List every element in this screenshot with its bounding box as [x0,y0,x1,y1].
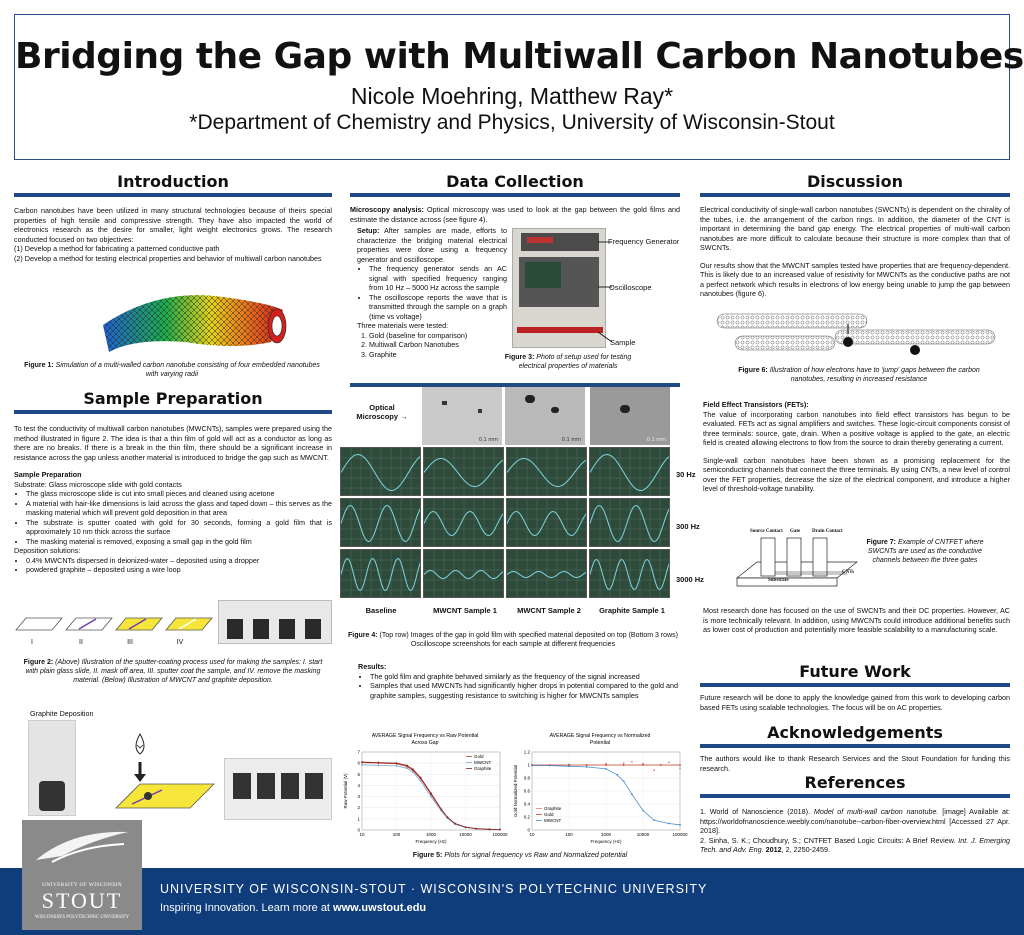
results-label: Results: [358,662,387,671]
legend-label: MWCNT [544,818,562,823]
cnts-label: CNTs [842,570,855,575]
figure-2-label: Figure 2: [23,659,54,666]
data-point [406,767,408,769]
data-point [679,764,681,766]
setup-label: Setup: [357,226,380,235]
x-tick-label: 10000 [459,832,472,837]
data-point [631,793,633,795]
results-bullet: • Samples that used MWCNTs had significantly higher drops in potential compared to the gold and graphite samples, suggesting resistance to switching is higher for MWCNTs samples [370,681,678,700]
figure-5-label: Figure 5: [412,852,443,859]
y-tick-label: 0.2 [523,814,530,820]
data-point [586,766,588,768]
objective-2: (2) Develop a method for testing electrical properties and behavior of multiwall carbon nanotubes [14,253,322,263]
data-point [679,824,681,826]
column-label-graphite-1: Graphite Sample 1 [599,606,665,615]
legend-label: MWCNT [474,760,492,765]
discussion-paragraph-2: Our results show that the MWCNT samples tested have properties that are frequency-dependent. This is likely due to an increased value of resistivity for MWCNTs as the conductive paths are not a perfect network which results in electrons of low energy being unable to jump the gap between nanotubes (figure 6). [700,260,1010,298]
chart-title-line-2: Potential [589,740,611,746]
figure-4-caption: (Top row) Images of the gap in gold film with specified material deposited on top (Bottom 3 rows) Oscilloscope screenshots for each sample at different frequencies [379,632,678,649]
data-point [378,762,380,764]
microscopy-label: Microscopy analysis: [350,205,424,214]
oscilloscope-screen [340,549,421,598]
raw-potential-chart [340,730,510,848]
frequency-label-30hz: 30 Hz [676,470,696,479]
deposition-solution: • powdered graphite – deposited using a wire loop [26,565,332,575]
data-point [430,796,432,798]
figure-3-label: Figure 3: [504,354,535,361]
discussion-section [700,172,1010,299]
nanotube-illustration [95,280,290,358]
gate-label: Gate [790,529,801,534]
microscopy-image-mwcnt-1 [505,387,585,445]
x-tick-label: 1000 [600,832,612,837]
x-tick-label: 10 [529,832,535,837]
figure-7-label: Figure 7: [866,539,896,546]
data-point [653,769,655,771]
y-tick-label: 7 [357,749,360,755]
chart-title: AVERAGE Signal Frequency vs Raw Potential [371,733,479,739]
sample-prep-subheading: Sample Preparation [14,470,82,479]
slide-label: III [127,639,133,646]
data-point [475,828,477,830]
figure-1-caption: Simulation of a multi-walled carbon nanotube consisting of four embedded nanotubes with varying radii [55,362,320,379]
sample-label: Sample [610,338,636,347]
footer-bar [0,868,1024,935]
frequency-label-300hz: 300 Hz [676,522,700,531]
oscilloscope-screen [589,498,670,547]
samples-photo [218,600,332,644]
data-point [623,780,625,782]
logo-swoosh-icon [32,826,132,866]
y-tick-label: 0 [527,827,530,833]
oscilloscope-screen [506,549,587,598]
material-item: 1. Gold (baseline for comparison) [369,331,507,341]
x-tick-label: 100 [392,832,401,837]
legend-label: Gold [474,754,484,759]
data-point [549,765,551,767]
microscopy-image-baseline [422,387,502,445]
x-tick-label: 100000 [492,832,508,837]
data-point [430,792,432,794]
poster-department: *Department of Chemistry and Physics, University of Wisconsin-Stout [189,110,835,134]
objective-1: (1) Develop a method for fabricating a patterned conductive path [14,244,220,253]
data-point [420,780,422,782]
chart-title-line-2: Across Gap [411,740,439,746]
y-tick-label: 3 [357,794,360,800]
figure-6-label: Figure 6: [738,367,768,374]
slide-label: II [79,639,83,646]
poster-title: Bridging the Gap with Multiwall Carbon Nanotubes [15,36,1024,77]
frequency-generator-label: Frequency Generator [608,237,680,246]
data-point [412,771,414,773]
fet-heading: Field Effect Transistors (FETs): [703,400,809,409]
data-collection-heading: Data Collection [350,172,680,197]
scale-bar-label: 0.1 mm [561,437,581,443]
setup-text: After samples are made, efforts to characterize the bridging material electrical properties were done using a frequency generator and oscilloscope. [357,226,507,264]
x-tick-label: 1000 [425,832,437,837]
logo-top-text: UNIVERSITY OF WISCONSIN [42,882,122,888]
x-tick-label: 100000 [672,832,688,837]
introduction-heading: Introduction [14,172,332,197]
graphite-photo [28,720,76,816]
y-tick-label: 5 [357,771,360,777]
electron-gap-illustration [715,310,1000,360]
website-link[interactable]: www.uwstout.edu [333,902,427,914]
deposition-solution: • 0.4% MWCNTs dispersed in deionized-water – deposited using a dropper [26,556,332,566]
figure-7-caption: Example of CNTFET where SWCNTs are used as the conductive channels between the three gates [867,539,984,565]
prep-step: • The substrate is sputter coated with gold for 30 seconds, forming a gold film that is approximately 10 nm thick across the surface [26,518,332,537]
y-tick-label: 0.4 [523,801,530,807]
materials-label: Three materials were tested: [357,321,449,330]
data-point [668,823,670,825]
data-point [605,768,607,770]
data-point [631,761,633,763]
sample-preparation-text: To test the conductivity of multiwall carbon nanotubes (MWCNTs), samples were prepared using the method illustrated in figure 2. The idea is that a thin film of gold will act as a conductor as long as there are no breaks. If there is a break in the thin film, there should be a significant increase in resistance across the gap unless another material is introduced to bridge the gap such as MWCNT. [14,424,332,462]
data-point [623,762,625,764]
oscilloscope-label: Oscilloscope [609,283,652,292]
discussion-paragraph-4: Single-wall carbon nanotubes have been shown as a promising replacement for the semiconducting channels that connect the three terminals. By using CNTs, a new level of control over the FET properties, decrease the size of the electrical component, and introduce a higher level of threshold-voltage tunability. [703,455,1010,493]
acknowledgements-heading: Acknowledgements [700,723,1010,748]
y-tick-label: 1.2 [523,749,530,755]
y-tick-label: 6 [357,760,360,766]
data-point [623,764,625,766]
data-point [531,765,533,767]
y-tick-label: 1 [357,816,360,822]
future-work-heading: Future Work [700,662,1010,687]
data-collection-section [350,172,680,224]
footer-tagline: Inspiring Innovation. Learn more at www.uwstout.edu [160,902,427,914]
data-point [412,768,414,770]
data-point [406,764,408,766]
x-tick-label: 100 [565,832,573,837]
prep-step: • The glass microscope slide is cut into small pieces and cleaned using acetone [26,489,332,499]
y-tick-label: 2 [357,805,360,811]
stout-logo [22,820,142,930]
legend-label: Gold [544,812,554,817]
acknowledgements-section [700,723,1010,773]
data-point [660,764,662,766]
slide-label: IV [176,639,184,646]
prep-step: • A material with hair-like dimensions is laid across the glass and taped down – this serves as the masking material which will prevent gold deposition in that area [26,499,332,518]
optical-microscopy-label: Optical Microscopy → [356,403,408,421]
future-work-text: Future research will be done to apply the knowledge gained from this work to developing carbon based FETs using scalable technologies. The focus will be on AC properties. [700,693,1010,712]
deposition-illustration [110,730,220,820]
prep-step: • The masking material is removed, exposing a small gap in the gold film [26,537,332,547]
frequency-label-3000hz: 3000 Hz [676,575,704,584]
figure-5-caption: Plots for signal frequency vs Raw and Normalized potential [444,852,628,859]
data-point [361,761,363,763]
data-point [454,823,456,825]
oscilloscope-screen [423,447,504,496]
data-point [396,765,398,767]
setup-bullet: • The oscilloscope reports the wave that is transmitted through the sample on a graph (time vs voltage) [369,293,507,322]
sample-preparation-heading: Sample Preparation [14,389,332,414]
data-point [489,828,491,830]
y-tick-label: 1 [527,762,530,768]
y-tick-label: 0.6 [523,788,530,794]
data-point [396,762,398,764]
data-point [361,764,363,766]
future-work-section [700,662,1010,712]
data-point [499,829,501,831]
figure-3-caption: Photo of setup used for testing electrical properties of materials [518,354,632,371]
legend-label: Graphite [474,766,492,771]
material-item: 2. Multiwall Carbon Nanotubes [369,340,507,350]
setup-bullet: • The frequency generator sends an AC signal with specified frequency ranging from 10 Hz – 5000 Hz across the sample [369,264,507,293]
scale-bar-label: 0.1 mm [646,437,666,443]
oscilloscope-grid [340,447,670,599]
data-point [465,826,467,828]
substrate-text: Substrate: Glass microscope slide with gold contacts [14,479,182,489]
reference-1: 1. World of Nanoscience (2018). Model of multi-wall carbon nanotube. [image] Available at: https://worldofnanoscience.weebly.com/nanotube--carbon-fiber-overview.html [Accessed 27 Apr. 2018]. [700,807,1010,835]
introduction-section [14,172,332,263]
microscopy-text: Optical microscopy was used to look at the gap between the gold films and estimate the distance across (see figure 4). [350,205,680,224]
graphite-deposition-label: Graphite Deposition [30,709,94,718]
oscilloscope-screen [506,447,587,496]
data-point [420,777,422,779]
setup-photo [512,228,606,348]
scale-bar-label: 0.1 mm [478,437,498,443]
poster-authors: Nicole Moehring, Matthew Ray* [350,82,674,109]
data-point [605,764,607,766]
sputter-process-illustration [14,612,214,634]
data-point [447,816,449,818]
deposition-solutions-label: Deposition solutions: [14,546,81,555]
oscilloscope-screen [423,498,504,547]
discussion-paragraph-3: The value of incorporating carbon nanotubes into field effect transistors has begun to be evaluated. FETs act as signal amplifiers and switches. These logic-circuit components consist of three terminals: source, gate, drain. When a positive voltage is applied to the gate, an electric field is created allowing electrons to flow from the source to drain thereby generating a current. [703,409,1010,447]
deposited-samples-photo [224,758,332,820]
y-tick-label: 0 [357,827,360,833]
oscilloscope-screen [340,498,421,547]
slide-label: I [31,639,33,646]
source-contact-label: Source Contact [750,529,783,534]
microscopy-image-mwcnt-2 [590,387,670,445]
figure-6-caption: Illustration of how electrons have to 'jump' gaps between the carbon nanotubes, resulting in increased resistance [769,367,980,384]
data-point [642,810,644,812]
figure-1-label: Figure 1: [24,362,54,369]
references-section [700,773,1010,855]
data-point [568,765,570,767]
chart-title: AVERAGE Signal Frequency vs Normalized [549,733,651,739]
cntfet-illustration [735,528,865,590]
discussion-paragraph-1: Electrical conductivity of single-wall carbon nanotubes (SWCNTs) is dependent on the chirality of the tubes, i.e. the arrangement of the carbon rings. In addition, the diameter of the CNT is important in determining the band gap energy. The electrical properties of multi-wall carbon nanotubes are more difficult to calculate because their structure is more complex than that of SWCNTs. [700,205,1010,252]
column-label-mwcnt-2: MWCNT Sample 2 [517,606,581,615]
logo-main-text: STOUT [41,888,123,913]
data-point [668,762,670,764]
y-tick-label: 0.8 [523,775,530,781]
normalized-potential-chart [510,730,690,848]
sample-preparation-section [14,389,332,575]
data-point [642,764,644,766]
logo-sub-text: WISCONSIN'S POLYTECHNIC UNIVERSITY [34,915,130,920]
discussion-paragraph-5: Most research done has focused on the use of SWCNTs and their DC properties. However, AC is more technically relevant. In addition, using MWCNTs could introduce additional benefits such as lower cost of production and potentially more feasible scalability to a manufacturing scale. [703,606,1010,634]
data-point [586,764,588,766]
data-point [440,808,442,810]
data-point [616,774,618,776]
y-axis-label: Raw Potential (V) [343,773,348,809]
oscilloscope-screen [589,549,670,598]
oscilloscope-screen [340,447,421,496]
oscilloscope-screen [423,549,504,598]
x-tick-label: 10 [359,832,365,837]
discussion-heading: Discussion [700,172,1010,197]
references-heading: References [700,773,1010,798]
substrate-label: Substrate [768,578,789,583]
data-point [679,767,681,769]
x-axis-label: Frequency (Hz) [590,839,622,844]
column-label-baseline: Baseline [365,606,397,615]
acknowledgements-text: The authors would like to thank Research Services and the Stout Foundation for funding this research. [700,754,1010,773]
footer-university-line: UNIVERSITY OF WISCONSIN-STOUT · WISCONSIN'S POLYTECHNIC UNIVERSITY [160,882,708,896]
data-point [653,819,655,821]
figure-4-label: Figure 4: [348,632,378,639]
x-axis-label: Frequency (Hz) [415,839,447,844]
column-label-mwcnt-1: MWCNT Sample 1 [433,606,497,615]
y-tick-label: 4 [357,782,360,788]
material-item: 3. Graphite [369,350,507,360]
oscilloscope-screen [506,498,587,547]
x-tick-label: 10000 [636,832,650,837]
y-axis-label: Gold Normalized Potential [513,764,518,818]
poster-header [14,14,1024,160]
data-point [378,764,380,766]
results-bullet: • The gold film and graphite behaved similarly as the frequency of the signal increased [370,672,678,682]
figure-2-caption: (Above) Illustration of the sputter-coating process used for making the samples: I. start with plain glass slide, II. mask off area, III. sputter coat the sample, and IV. remove the masking material. (Below) Illustration of MWCNT and graphite deposition. [25,659,323,685]
legend-label: Graphite [544,806,562,811]
introduction-text: Carbon nanotubes have been utilized in many structural technologies because of theirs special properties of high tensile and compressive strength. They have also impacted the world of electronics research as the desire for smaller, light weight electronics grows. The research conducted focused on two objectives: [14,206,332,244]
reference-2: 2. Sinha, S. K.; Choudhury, S.; CNTFET Based Logic Circuits: A Brief Review. Int. J. Emerging Tech. and Adv. Eng. 2012, 2, 2250-2459. [700,835,1011,854]
drain-contact-label: Drain Contact [812,529,843,534]
oscilloscope-screen [589,447,670,496]
